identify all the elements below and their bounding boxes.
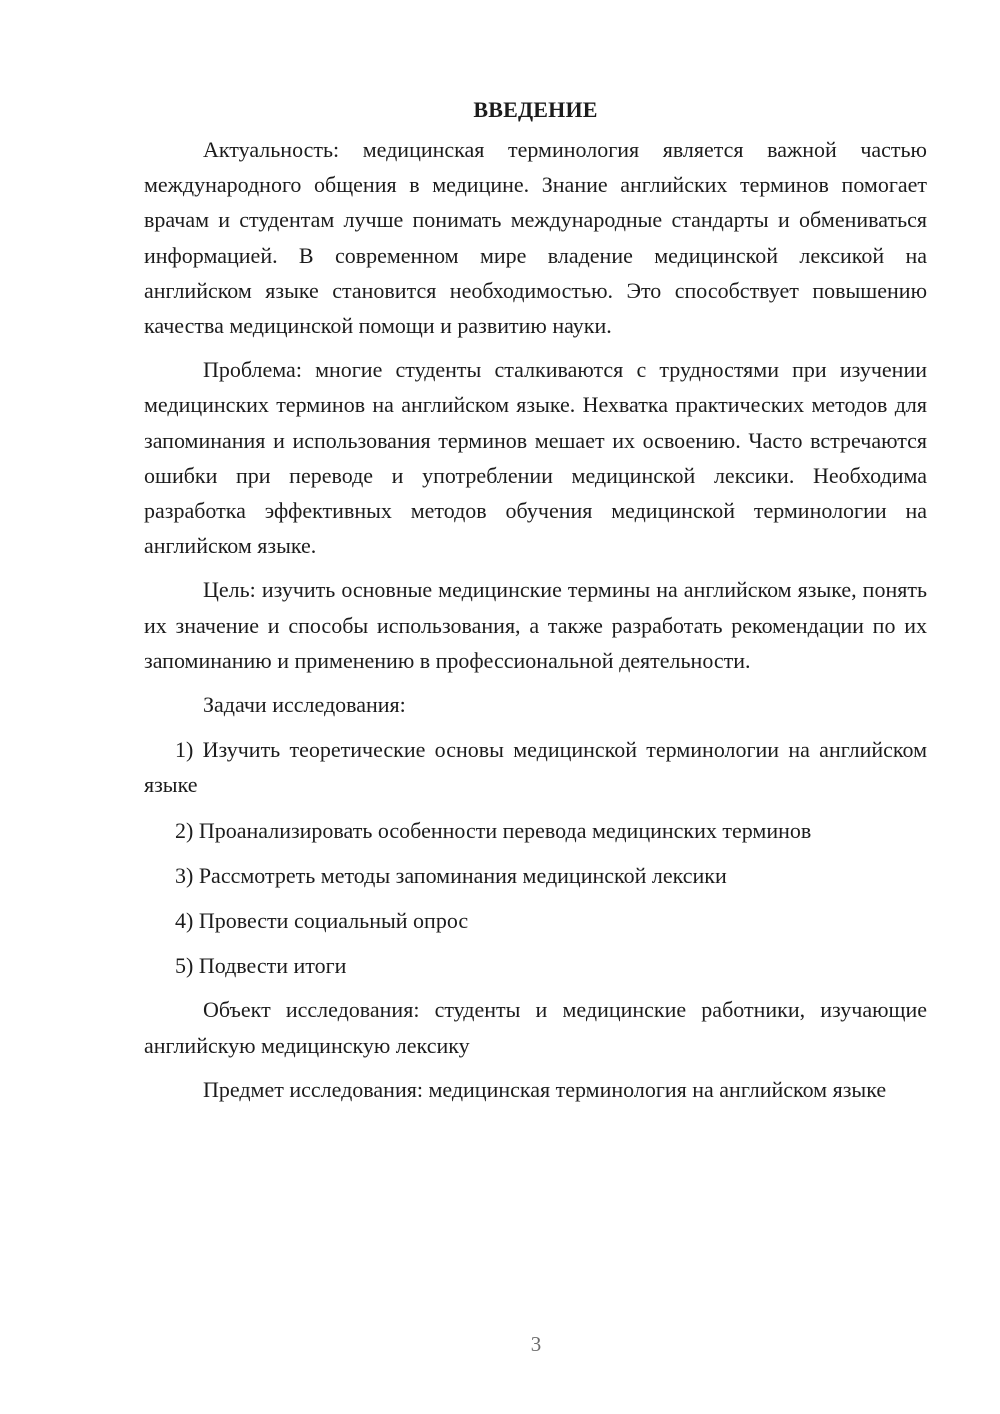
task-item: 2) Проанализировать особенности перевода медицинских терминов (175, 817, 812, 843)
goal-paragraph: Цель: изучить основные медицинские термины на английском языке, понять их значение и способы использования, а также разработать рекомендации по их запоминанию и применению в профессиональной деятельности. (144, 577, 927, 673)
page-content (144, 92, 927, 1107)
relevance-paragraph: Актуальность: медицинская терминология является важной частью международного общения в медицине. Знание английских терминов помогает врачам и студентам лучше понимать международные стандарты и обмениваться информацией. В современном мире владение медицинской лексикой на английском языке становится необходимостью. Это способствует повышению качества медицинской помощи и развитию науки. (144, 137, 927, 339)
task-item: 3) Рассмотреть методы запоминания медицинской лексики (175, 862, 727, 888)
page-number: 3 (530, 1332, 542, 1356)
research-subject-paragraph: Предмет исследования: медицинская терминология на английском языке (203, 1076, 887, 1102)
research-object-paragraph: Объект исследования: студенты и медицинские работники, изучающие английскую медицинскую лексику (144, 997, 927, 1058)
problem-paragraph: Проблема: многие студенты сталкиваются с трудностями при изучении медицинских терминов на английском языке. Нехватка практических методов для запоминания и использования терминов мешает их освоению. Часто встречаются ошибки при переводе и употреблении медицинской лексики. Необходима разработка эффективных методов обучения медицинской терминологии на английском языке. (144, 357, 927, 559)
task-item: 1) Изучить теоретические основы медицинской терминологии на английском языке (144, 737, 927, 798)
section-heading: ВВЕДЕНИЕ (473, 97, 598, 122)
task-item: 4) Провести социальный опрос (175, 908, 469, 934)
tasks-heading: Задачи исследования: (203, 692, 406, 718)
task-item: 5) Подвести итоги (175, 953, 347, 979)
